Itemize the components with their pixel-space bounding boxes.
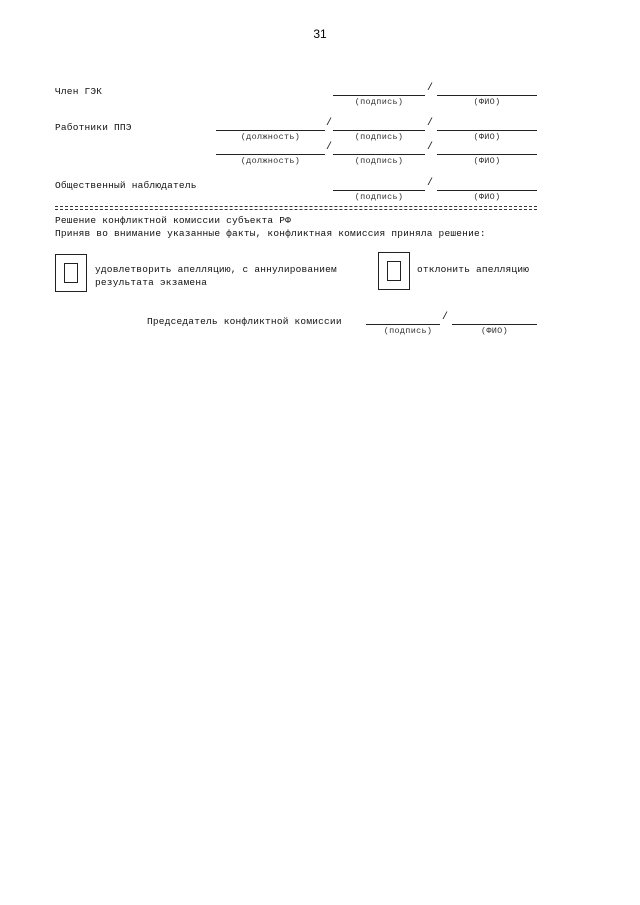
ppe-position-line-2[interactable] [216,154,325,155]
ppe-fio-caption-2: (ФИО) [473,156,501,166]
reject-appeal-label: отклонить апелляцию [417,264,530,275]
chairman-fio-caption: (ФИО) [480,326,508,336]
observer-label: Общественный наблюдатель [55,180,197,191]
separator-slash: / [427,83,434,94]
decision-title: Решение конфликтной комиссии субъекта РФ [55,215,292,226]
observer-signature-caption: (подпись) [354,192,404,202]
ppe-position-caption-2: (должность) [240,156,301,166]
separator-slash: / [427,178,434,189]
section-divider [55,206,537,210]
ppe-position-line-1[interactable] [216,130,325,131]
ppe-position-caption-1: (должность) [240,132,301,142]
chairman-signature-line[interactable] [366,324,440,325]
page-number: 31 [313,27,327,41]
separator-slash: / [326,142,333,153]
accept-appeal-label-line1: удовлетворить апелляцию, с аннулированием [95,264,337,275]
accept-appeal-label-line2: результата экзамена [95,277,208,288]
gek-signature-line[interactable] [333,95,425,96]
chairman-signature-caption: (подпись) [383,326,433,336]
checkbox-inner-box [387,261,401,281]
observer-fio-line[interactable] [437,190,537,191]
ppe-fio-caption-1: (ФИО) [473,132,501,142]
checkbox-inner-box [64,263,78,283]
ppe-fio-line-1[interactable] [437,130,537,131]
ppe-signature-line-1[interactable] [333,130,425,131]
chairman-fio-line[interactable] [452,324,537,325]
gek-member-label: Член ГЭК [55,86,103,97]
gek-fio-caption: (ФИО) [473,97,501,107]
ppe-signature-line-2[interactable] [333,154,425,155]
separator-slash: / [427,118,434,129]
reject-appeal-checkbox[interactable] [378,252,410,290]
ppe-signature-caption-2: (подпись) [354,156,404,166]
observer-signature-line[interactable] [333,190,425,191]
ppe-fio-line-2[interactable] [437,154,537,155]
decision-intro: Приняв во внимание указанные факты, конфликтная комиссия приняла решение: [55,228,486,239]
gek-fio-line[interactable] [437,95,537,96]
ppe-signature-caption-1: (подпись) [354,132,404,142]
separator-slash: / [427,142,434,153]
gek-signature-caption: (подпись) [354,97,404,107]
ppe-workers-label: Работники ППЭ [55,122,132,133]
accept-appeal-checkbox[interactable] [55,254,87,292]
separator-slash: / [442,312,449,323]
observer-fio-caption: (ФИО) [473,192,501,202]
chairman-label: Председатель конфликтной комиссии [147,316,342,327]
separator-slash: / [326,118,333,129]
